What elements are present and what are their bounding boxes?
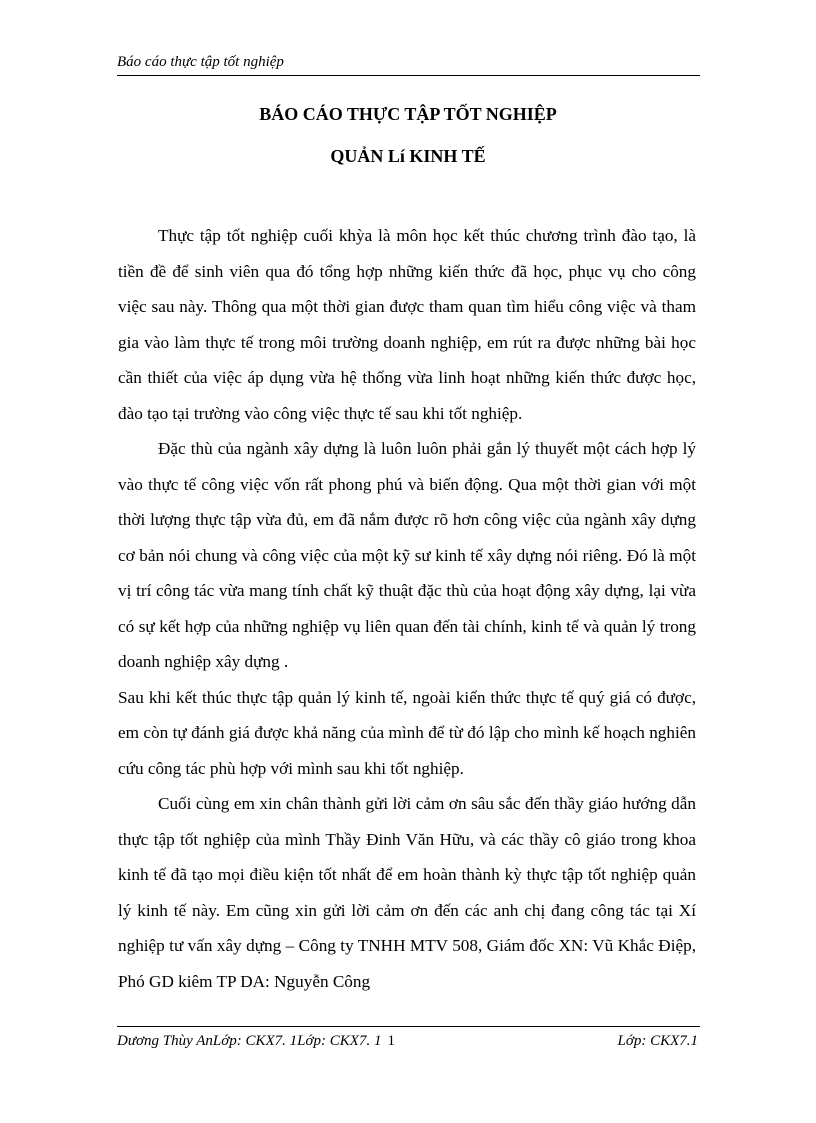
page-number: 1: [387, 1033, 395, 1049]
paragraph-intro: Thực tập tốt nghiệp cuối khỳa là môn học kết thúc chương trình đào tạo, là tiền đề để sinh viên qua đó tổng hợp những kiến thức đã học, phục vụ cho công việc sau này. Thông qua một thời gian được tham quan tìm hiểu công việc và tham gia vào làm thực tế trong môi trường doanh nghiệp, em rút ra được những bài học cần thiết của việc áp dụng vừa hệ thống vừa linh hoạt những kiến thức được học, đào tạo tại trường vào công việc thực tế sau khi tốt nghiệp.: [118, 226, 696, 423]
header-text: Báo cáo thực tập tốt nghiệp: [117, 54, 284, 70]
page-footer: [117, 1026, 700, 1049]
footer-author-class: Dương Thùy AnLớp: CKX7. 1Lớp: CKX7. 1: [117, 1033, 382, 1049]
paragraph-industry: Đặc thù của ngành xây dựng là luôn luôn phải gắn lý thuyết một cách hợp lý vào thực tế công việc vốn rất phong phú và biến động. Qua một thời gian với một thời lượng thực tập vừa đủ, em đã nắm được rõ hơn công việc của ngành xây dựng cơ bản nói chung và công việc của một kỹ sư kinh tế xây dựng nói riêng. Đó là một vị trí công tác vừa mang tính chất kỹ thuật đặc thù của hoạt động xây dựng, lại vừa có sự kết hợp của những nghiệp vụ liên quan đến tài chính, kinh tế và quản lý trong doanh nghiệp xây dựng .: [118, 439, 696, 671]
footer-left: [117, 1031, 395, 1051]
document-title: BÁO CÁO THỰC TẬP TỐT NGHIỆP: [259, 104, 557, 124]
paragraph-thanks: Cuối cùng em xin chân thành gửi lời cảm ơn sâu sắc đến thầy giáo hướng dẫn thực tập tốt nghiệp của mình Thầy Đinh Văn Hữu, và các thầy cô giáo trong khoa kinh tế đã tạo mọi điều kiện tốt nhất để em hoàn thành kỳ thực tập tốt nghiệp quản lý kinh tế này. Em cũng xin gửi lời cảm ơn đến các anh chị đang công tác tại Xí nghiệp tư vấn xây dựng – Công ty TNHH MTV 508, Giám đốc XN: Vũ Khắc Điệp, Phó GD kiêm TP DA: Nguyễn Công: [118, 794, 696, 991]
document-subtitle: QUẢN Lí KINH TẾ: [330, 146, 486, 166]
document-body: [118, 218, 696, 999]
paragraph-self-assessment: Sau khi kết thúc thực tập quản lý kinh tế, ngoài kiến thức thực tế quý giá có được, em còn tự đánh giá được khả năng của mình để từ đó lập cho mình kế hoạch nghiên cứu công tác phù hợp với mình sau khi tốt nghiệp.: [118, 687, 696, 778]
footer-class: Lớp: CKX7.1: [617, 1033, 698, 1049]
page-header: [117, 52, 700, 76]
